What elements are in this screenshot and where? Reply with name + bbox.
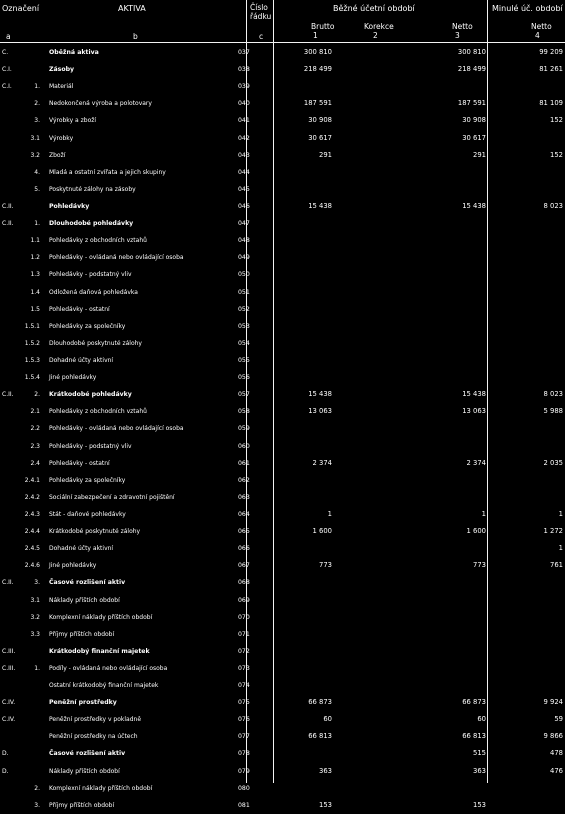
row-subcode: 1.5 — [30, 305, 40, 313]
row-netto-prev: 1 272 — [543, 527, 563, 536]
row-name: Oběžná aktiva — [49, 49, 99, 56]
row-code: C.II. — [2, 391, 14, 399]
table-row — [0, 506, 565, 523]
row-line-number: 063 — [238, 493, 250, 501]
row-subcode: 3.3 — [30, 630, 40, 638]
row-subcode: 1.1 — [30, 237, 40, 245]
header-korekce: Korekce — [364, 22, 394, 31]
row-brutto: 773 — [319, 561, 332, 570]
row-line-number: 055 — [238, 356, 250, 364]
header-cislo: Číslo — [250, 3, 268, 12]
table-row — [0, 266, 565, 283]
row-line-number: 081 — [238, 801, 250, 809]
table-row — [0, 403, 565, 420]
header-bezne-obdobi: Běžné účetní období — [333, 4, 415, 13]
row-netto-prev: 8 023 — [543, 390, 563, 399]
row-line-number: 074 — [238, 682, 250, 690]
row-subcode: 2.4.6 — [24, 562, 40, 570]
row-code: C.II. — [2, 579, 14, 587]
table-row — [0, 420, 565, 437]
table-row — [0, 523, 565, 540]
table-row — [0, 44, 565, 61]
row-subcode: 1.5.4 — [24, 374, 40, 382]
row-name: Zásoby — [49, 66, 75, 74]
row-brutto: 30 617 — [308, 133, 332, 142]
row-netto-prev: 152 — [550, 116, 563, 125]
row-netto: 300 810 — [457, 48, 486, 56]
table-row — [0, 472, 565, 489]
row-line-number: 050 — [238, 271, 250, 279]
row-name: Zboží — [49, 151, 66, 159]
row-name: Sociální zabezpečení a zdravotní pojištění — [49, 493, 175, 501]
row-netto: 66 813 — [462, 732, 486, 741]
header-netto: Netto — [452, 22, 473, 31]
row-brutto: 291 — [319, 150, 332, 159]
row-brutto: 66 813 — [308, 732, 332, 741]
row-name: Příjmy příštích období — [49, 801, 115, 809]
table-row — [0, 745, 565, 762]
row-line-number: 039 — [238, 83, 250, 91]
row-netto-prev: 152 — [550, 150, 563, 159]
row-netto: 30 617 — [462, 133, 486, 142]
header-col-b: b — [133, 32, 138, 41]
table-row — [0, 352, 565, 369]
row-line-number: 077 — [238, 733, 250, 741]
table-row — [0, 763, 565, 780]
row-name: Pohledávky — [49, 202, 90, 210]
row-name: Pohledávky - ovládaná nebo ovládající osoba — [49, 425, 184, 433]
row-netto-prev: 1 — [558, 544, 563, 553]
row-netto-prev: 99 209 — [539, 48, 563, 56]
row-netto-prev: 5 988 — [543, 407, 563, 416]
row-name: Dohadné účty aktivní — [49, 545, 114, 553]
row-subcode: 2.1 — [30, 408, 40, 416]
balance-sheet-table — [0, 44, 565, 814]
row-code: C.IV. — [2, 699, 16, 707]
row-line-number: 047 — [238, 220, 250, 228]
table-row — [0, 660, 565, 677]
row-name: Komplexní náklady příštích období — [49, 613, 153, 621]
table-row — [0, 711, 565, 728]
row-subcode: 2.4.4 — [24, 528, 40, 536]
row-line-number: 058 — [238, 408, 250, 416]
row-name: Časové rozlišení aktiv — [49, 579, 126, 587]
table-row — [0, 130, 565, 147]
row-code: C.IV. — [2, 716, 16, 724]
row-line-number: 067 — [238, 562, 250, 570]
row-line-number: 072 — [238, 647, 250, 655]
row-brutto: 60 — [323, 715, 332, 724]
table-row — [0, 112, 565, 129]
row-netto: 66 873 — [462, 698, 486, 707]
row-line-number: 060 — [238, 442, 250, 450]
row-name: Komplexní náklady příštích období — [49, 784, 153, 792]
row-netto: 30 908 — [462, 116, 486, 125]
row-subcode: 5. — [34, 185, 40, 193]
row-netto: 153 — [473, 800, 486, 809]
table-row — [0, 540, 565, 557]
row-netto-prev: 9 924 — [543, 698, 563, 707]
row-netto: 2 374 — [466, 458, 486, 467]
row-subcode: 1.2 — [30, 254, 40, 262]
row-netto: 15 438 — [462, 390, 486, 399]
row-line-number: 061 — [238, 459, 250, 467]
row-name: Ostatní krátkodobý finanční majetek — [49, 682, 159, 690]
row-name: Výrobky a zboží — [49, 117, 97, 125]
row-subcode: 1. — [34, 83, 40, 91]
row-name: Výrobky — [49, 134, 74, 142]
row-subcode: 3. — [34, 117, 40, 125]
row-code: D. — [2, 767, 9, 775]
row-brutto: 300 810 — [303, 48, 332, 56]
row-name: Odložená daňová pohledávka — [49, 288, 138, 296]
header-netto-prev: Netto — [531, 22, 552, 31]
row-subcode: 2.4 — [30, 459, 40, 467]
row-line-number: 080 — [238, 784, 250, 792]
row-brutto: 15 438 — [308, 390, 332, 399]
row-line-number: 057 — [238, 391, 250, 399]
table-row — [0, 780, 565, 797]
row-name: Peněžní prostředky v pokladně — [49, 716, 142, 724]
row-netto: 1 600 — [466, 527, 486, 536]
row-line-number: 037 — [238, 49, 250, 56]
row-line-number: 071 — [238, 630, 250, 638]
row-netto-prev: 1 — [558, 509, 563, 518]
row-line-number: 059 — [238, 425, 250, 433]
row-line-number: 044 — [238, 168, 250, 176]
row-subcode: 1.5.3 — [24, 356, 40, 364]
row-name: Poskytnuté zálohy na zásoby — [49, 185, 136, 193]
row-name: Krátkodobé pohledávky — [49, 391, 132, 399]
header-col-3: 3 — [455, 31, 460, 40]
row-line-number: 056 — [238, 374, 250, 382]
table-row — [0, 284, 565, 301]
row-subcode: 3.2 — [30, 151, 40, 159]
row-name: Náklady příštích období — [49, 596, 120, 604]
row-name: Příjmy příštích období — [49, 630, 115, 638]
row-subcode: 2.4.5 — [24, 545, 40, 553]
row-netto: 773 — [473, 561, 486, 570]
row-line-number: 041 — [238, 117, 250, 125]
table-row — [0, 694, 565, 711]
row-netto-prev: 476 — [550, 766, 563, 775]
row-netto: 363 — [473, 766, 486, 775]
row-subcode: 3.1 — [30, 134, 40, 142]
row-brutto: 218 499 — [303, 65, 332, 74]
row-line-number: 075 — [238, 699, 250, 707]
row-line-number: 066 — [238, 545, 250, 553]
row-name: Nedokončená výroba a polotovary — [49, 100, 152, 108]
table-row — [0, 643, 565, 660]
row-name: Dlouhodobé poskytnuté zálohy — [49, 339, 142, 347]
row-line-number: 043 — [238, 151, 250, 159]
row-netto-prev: 761 — [550, 561, 563, 570]
header-aktiva: AKTIVA — [118, 4, 146, 13]
row-line-number: 073 — [238, 664, 250, 672]
row-brutto: 363 — [319, 766, 332, 775]
row-code: C.III. — [2, 647, 16, 655]
row-code: C.II. — [2, 220, 14, 228]
row-line-number: 065 — [238, 528, 250, 536]
row-subcode: 1.4 — [30, 288, 40, 296]
table-row — [0, 438, 565, 455]
row-name: Pohledávky za společníky — [49, 476, 126, 484]
row-netto: 515 — [473, 749, 486, 758]
row-netto-prev: 8 023 — [543, 201, 563, 210]
row-subcode: 2. — [34, 391, 40, 399]
header-brutto: Brutto — [311, 22, 335, 31]
row-line-number: 079 — [238, 767, 250, 775]
row-code: C.I. — [2, 66, 12, 74]
header-divider — [0, 42, 565, 43]
table-row — [0, 797, 565, 814]
table-row — [0, 301, 565, 318]
row-line-number: 048 — [238, 237, 250, 245]
row-netto: 13 063 — [462, 407, 486, 416]
row-netto-prev: 59 — [554, 715, 563, 724]
row-line-number: 040 — [238, 100, 250, 108]
table-row — [0, 626, 565, 643]
table-row — [0, 147, 565, 164]
row-netto-prev: 2 035 — [543, 458, 563, 467]
row-brutto: 1 600 — [312, 527, 332, 536]
table-row — [0, 677, 565, 694]
row-name: Pohledávky - ostatní — [49, 459, 110, 467]
row-subcode: 1. — [34, 664, 40, 672]
row-line-number: 078 — [238, 750, 250, 758]
row-subcode: 3. — [34, 801, 40, 809]
table-row — [0, 198, 565, 215]
row-subcode: 3.1 — [30, 596, 40, 604]
row-brutto: 1 — [327, 509, 332, 518]
row-subcode: 2.2 — [30, 425, 40, 433]
row-code: C. — [2, 49, 9, 56]
row-code: D. — [2, 750, 9, 758]
row-name: Pohledávky - ostatní — [49, 305, 110, 313]
row-brutto: 2 374 — [312, 458, 332, 467]
row-name: Krátkodobý finanční majetek — [49, 647, 150, 655]
row-code: C.III. — [2, 664, 16, 672]
row-brutto: 13 063 — [308, 407, 332, 416]
row-subcode: 2.3 — [30, 442, 40, 450]
header-oznaceni: Označení — [2, 4, 40, 13]
row-name: Jiné pohledávky — [49, 374, 97, 382]
table-row — [0, 232, 565, 249]
row-netto-prev: 81 261 — [539, 65, 563, 74]
row-name: Krátkodobé poskytnuté zálohy — [49, 528, 141, 536]
row-name: Časové rozlišení aktiv — [49, 750, 126, 758]
row-netto: 1 — [481, 509, 486, 518]
header-minule-obdobi: Minulé úč. období — [492, 4, 563, 13]
row-name: Dohadné účty aktivní — [49, 356, 114, 364]
row-line-number: 049 — [238, 254, 250, 262]
table-row — [0, 574, 565, 591]
row-name: Mladá a ostatní zvířata a jejich skupiny — [49, 168, 166, 176]
row-subcode: 1.5.1 — [24, 322, 40, 330]
table-row — [0, 164, 565, 181]
table-row — [0, 181, 565, 198]
row-name: Peněžní prostředky — [49, 699, 117, 707]
table-row — [0, 592, 565, 609]
row-subcode: 2. — [34, 784, 40, 792]
row-name: Podíly - ovládaná nebo ovládající osoba — [49, 664, 168, 672]
table-row — [0, 369, 565, 386]
row-brutto: 187 591 — [303, 99, 332, 108]
row-line-number: 045 — [238, 185, 250, 193]
row-line-number: 068 — [238, 579, 250, 587]
row-name: Materiál — [49, 83, 74, 91]
row-subcode: 2.4.1 — [24, 476, 40, 484]
table-row — [0, 728, 565, 745]
header-col-c: c — [259, 32, 264, 41]
row-netto-prev: 9 866 — [543, 732, 563, 741]
table-row — [0, 61, 565, 78]
row-name: Jiné pohledávky — [49, 562, 97, 570]
table-row — [0, 249, 565, 266]
table-row — [0, 335, 565, 352]
table-row — [0, 455, 565, 472]
row-netto: 60 — [477, 715, 486, 724]
row-line-number: 070 — [238, 613, 250, 621]
row-netto-prev: 81 109 — [539, 99, 563, 108]
row-line-number: 051 — [238, 288, 250, 296]
row-line-number: 054 — [238, 339, 250, 347]
row-subcode: 2.4.3 — [24, 510, 40, 518]
header-radku: řádku — [250, 12, 272, 21]
row-name: Pohledávky - podstatný vliv — [49, 442, 132, 450]
row-subcode: 1.5.2 — [24, 339, 40, 347]
header-col-a: a — [6, 32, 11, 41]
row-code: C.I. — [2, 83, 12, 91]
row-subcode: 3. — [34, 579, 40, 587]
row-name: Stát - daňové pohledávky — [49, 510, 126, 518]
row-subcode: 2.4.2 — [24, 493, 40, 501]
row-subcode: 4. — [34, 168, 40, 176]
row-netto: 187 591 — [457, 99, 486, 108]
row-brutto: 30 908 — [308, 116, 332, 125]
table-row — [0, 78, 565, 95]
row-line-number: 052 — [238, 305, 250, 313]
row-netto-prev: 478 — [550, 749, 563, 758]
row-subcode: 1.3 — [30, 271, 40, 279]
row-line-number: 038 — [238, 66, 250, 74]
row-netto: 15 438 — [462, 201, 486, 210]
row-line-number: 042 — [238, 134, 250, 142]
row-brutto: 15 438 — [308, 201, 332, 210]
row-name: Peněžní prostředky na účtech — [49, 733, 138, 741]
row-line-number: 046 — [238, 202, 250, 210]
row-subcode: 3.2 — [30, 613, 40, 621]
row-name: Pohledávky - ovládaná nebo ovládající osoba — [49, 254, 184, 262]
table-row — [0, 95, 565, 112]
row-line-number: 053 — [238, 322, 250, 330]
row-line-number: 076 — [238, 716, 250, 724]
table-row — [0, 386, 565, 403]
row-netto: 218 499 — [457, 65, 486, 74]
row-subcode: 2. — [34, 100, 40, 108]
row-code: C.II. — [2, 202, 14, 210]
header-col-2: 2 — [373, 31, 378, 40]
table-row — [0, 609, 565, 626]
row-netto: 291 — [473, 150, 486, 159]
row-brutto: 66 873 — [308, 698, 332, 707]
row-line-number: 062 — [238, 476, 250, 484]
row-name: Pohledávky z obchodních vztahů — [49, 408, 147, 416]
table-row — [0, 489, 565, 506]
table-row — [0, 215, 565, 232]
header-col-1: 1 — [313, 31, 318, 40]
table-row — [0, 557, 565, 574]
row-name: Pohledávky z obchodních vztahů — [49, 237, 147, 245]
table-row — [0, 318, 565, 335]
row-name: Dlouhodobé pohledávky — [49, 220, 134, 228]
row-name: Náklady příštích období — [49, 767, 120, 775]
row-line-number: 064 — [238, 510, 250, 518]
row-line-number: 069 — [238, 596, 250, 604]
row-name: Pohledávky za společníky — [49, 322, 126, 330]
header-col-4: 4 — [535, 31, 540, 40]
row-name: Pohledávky - podstatný vliv — [49, 271, 132, 279]
row-subcode: 1. — [34, 220, 40, 228]
row-brutto: 153 — [319, 800, 332, 809]
